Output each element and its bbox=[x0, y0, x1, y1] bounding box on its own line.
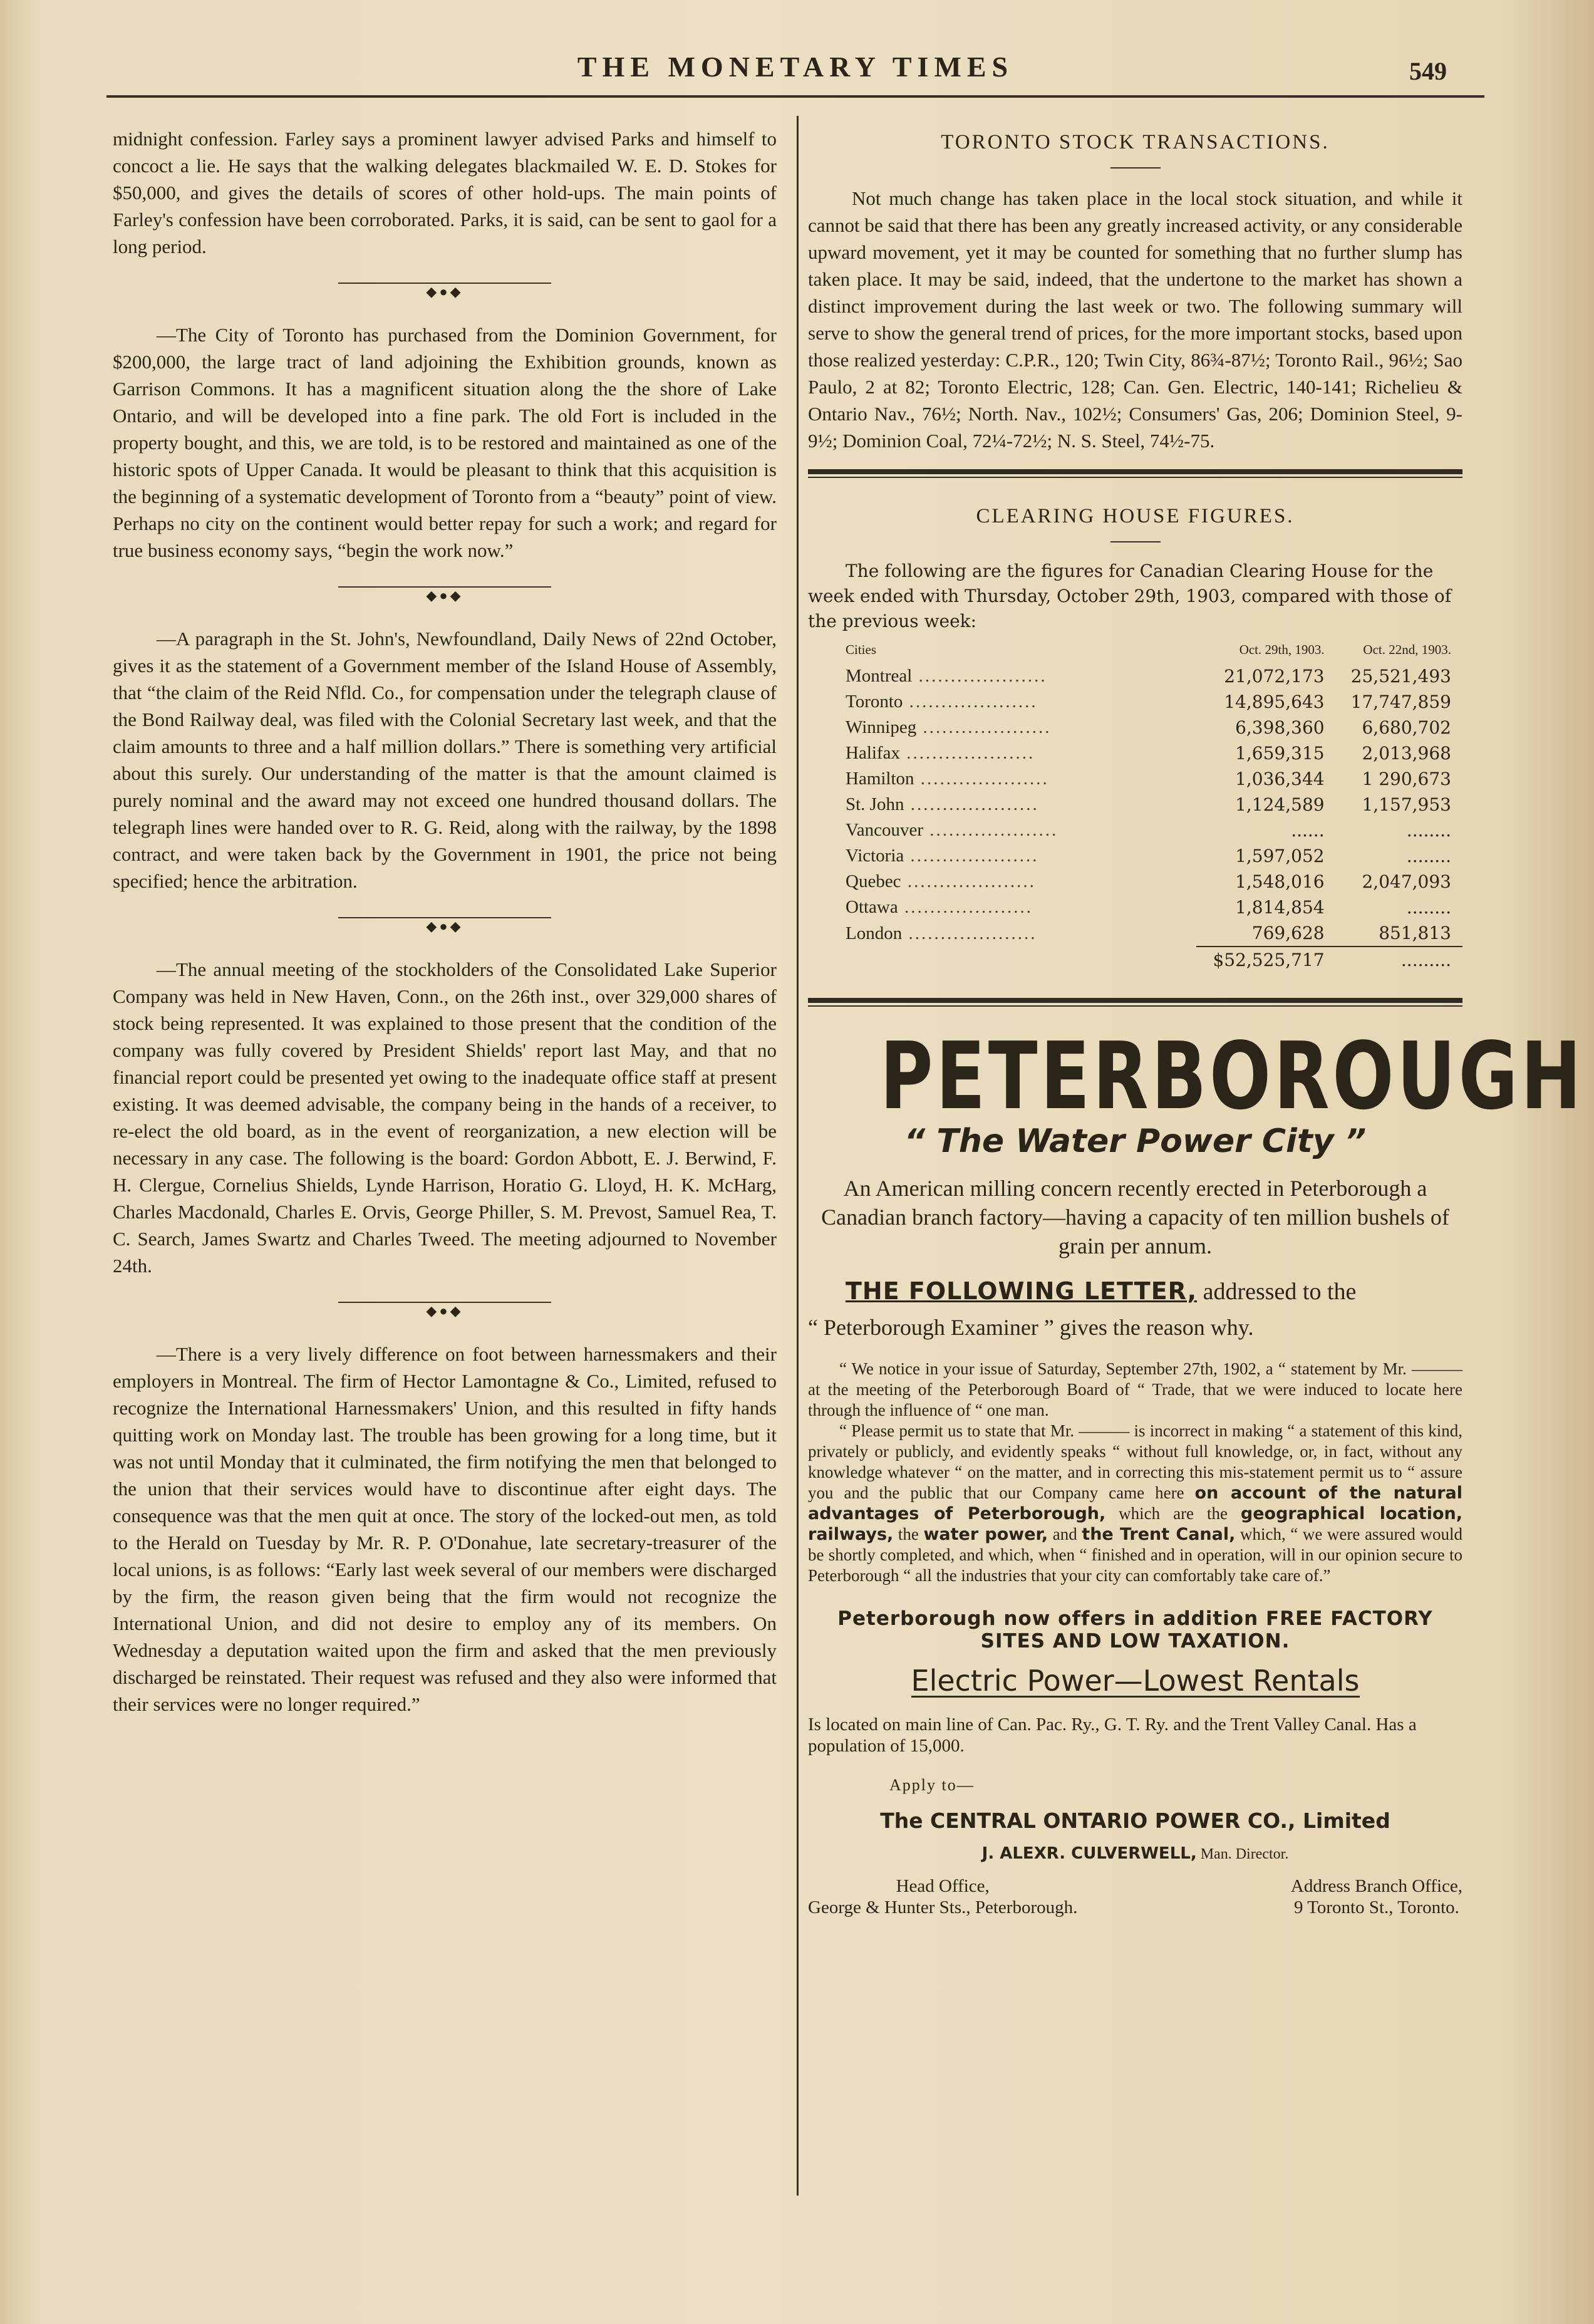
ad-offices bbox=[808, 1875, 1462, 1918]
oct29-value: 1,124,589 bbox=[1235, 794, 1325, 815]
oct22-value: ........ bbox=[1406, 897, 1451, 918]
table-row bbox=[808, 689, 1462, 715]
quote-text: which, “ we were assured would be shortly completed, and which, when “ finished and in operation, will in our opinion secure to Peterborough “ all the industries that your city can comfortably take care of.” bbox=[808, 1525, 1462, 1585]
table-row bbox=[808, 869, 1462, 895]
city-name: Winnipeg bbox=[846, 717, 917, 737]
section-ornament: ◆●◆ bbox=[113, 276, 777, 289]
table-row bbox=[808, 663, 1462, 689]
column-header-oct22: Oct. 22nd, 1903. bbox=[1363, 642, 1451, 657]
clearing-table bbox=[808, 636, 1462, 973]
stock-paragraph: Not much change has taken place in the local stock situation, and while it cannot be said that there has been any greatly increased activity, or any considerable upward movement, yet it may be counted for something that no further slump has taken place. It may be said, indeed, that the undertone to the market has shown a distinct improvement during the last week or two. The following summary will serve to show the general trend of prices, for the more important stocks, based upon those realized yesterday: C.P.R., 120; Twin City, 86¾-87½; Toronto Rail., 96½; Sao Paulo, 2 at 82; Toronto Electric, 128; Can. Gen. Electric, 140-141; Richelieu & Ontario Nav., 76½; North. Nav., 102½; Consumers' Gas, 206; Dominion Steel, 9-9½; Dominion Coal, 72¼-72½; N. S. Steel, 74½-75. bbox=[808, 187, 1462, 452]
city-cell: Quebec .................... bbox=[846, 871, 1036, 891]
city-name: London bbox=[846, 923, 903, 943]
ad-letter-quote bbox=[808, 1359, 1462, 1586]
title-rule bbox=[1110, 167, 1161, 169]
left-column bbox=[113, 125, 777, 1718]
page-number: 549 bbox=[1409, 57, 1447, 85]
ad-branch-office bbox=[1291, 1875, 1462, 1918]
city-cell: Winnipeg .................... bbox=[846, 717, 1052, 737]
ad-power-heading: Electric Power—Lowest Rentals bbox=[911, 1664, 1360, 1698]
oct29-value: 6,398,360 bbox=[1235, 717, 1325, 738]
ad-tagline: “ The Water Power City ” bbox=[904, 1123, 1367, 1160]
oct22-value: 6,680,702 bbox=[1362, 717, 1451, 738]
table-row bbox=[808, 792, 1462, 817]
section-ornament: ◆●◆ bbox=[113, 911, 777, 923]
table-row bbox=[808, 920, 1462, 947]
ad-intro: An American milling concern recently erected in Peterborough a Canadian branch factory—having a capacity of ten million bushels of grain per annum. bbox=[821, 1176, 1449, 1258]
total-oct22: ......... bbox=[1336, 947, 1462, 973]
oct22-value: 2,047,093 bbox=[1362, 871, 1451, 892]
ad-manager-title: Man. Director. bbox=[1196, 1846, 1289, 1862]
ad-headline: PETERBOROUGH bbox=[879, 1022, 1585, 1130]
quote-emphasis: on account of the natural advantages of Peterborough, bbox=[808, 1483, 1462, 1523]
city-cell: Hamilton .................... bbox=[846, 769, 1049, 789]
city-name: Victoria bbox=[846, 846, 904, 866]
city-name: Montreal bbox=[846, 666, 913, 686]
oct22-value: 851,813 bbox=[1379, 923, 1451, 943]
oct22-value: ........ bbox=[1406, 820, 1451, 841]
city-cell: Ottawa .................... bbox=[846, 897, 1033, 917]
ad-head-office bbox=[808, 1875, 1077, 1918]
city-cell: Vancouver .................... bbox=[846, 820, 1058, 840]
column-divider bbox=[797, 116, 799, 2196]
city-name: Ottawa bbox=[846, 897, 898, 917]
section-ornament: ◆●◆ bbox=[113, 580, 777, 593]
ad-letter-heading-bold: THE FOLLOWING LETTER, bbox=[846, 1277, 1198, 1305]
city-name: Toronto bbox=[846, 692, 903, 712]
section-rule bbox=[808, 469, 1462, 474]
column-header-oct29: Oct. 29th, 1903. bbox=[1239, 642, 1325, 657]
oct22-value: 1 290,673 bbox=[1362, 769, 1451, 789]
oct29-value: 1,548,016 bbox=[1235, 871, 1325, 892]
article-paragraph: —The City of Toronto has purchased from the Dominion Government, for $200,000, the large tract of land adjoining the Exhibition grounds, known as Garrison Commons. It has a magnificent situation along the the shore of Lake Ontario, and will be developed into a fine park. The old Fort is included in the property bought, and this, we are told, is to be restored and maintained as one of the historic spots of Upper Canada. It would be pleasant to think that this acquisition is the beginning of a systematic development of Toronto from a “beauty” point of view. Perhaps no city on the continent would better repay for such a work; and regard for true business economy says, “begin the work now.” bbox=[113, 324, 777, 561]
branch-office-label: Address Branch Office, bbox=[1290, 1876, 1462, 1896]
city-name: Quebec bbox=[846, 871, 901, 891]
head-office-address: George & Hunter Sts., Peterborough. bbox=[808, 1897, 1078, 1917]
head-office-label: Head Office, bbox=[896, 1876, 990, 1896]
ad-manager-name: J. ALEXR. CULVERWELL, bbox=[981, 1844, 1197, 1863]
header-rule bbox=[106, 95, 1484, 98]
city-name: Hamilton bbox=[846, 769, 914, 789]
clearing-table-body bbox=[808, 663, 1462, 947]
column-header-cities: Cities bbox=[846, 642, 877, 657]
article-paragraph: midnight confession. Farley says a prominent lawyer advised Parks and himself to concoct a lie. He says that the walking delegates blackmailed W. E. D. Stokes for $50,000, and gives the details of scores of other hold-ups. The main points of Farley's confession have been corroborated. Parks, it is said, can be sent to gaol for a long period. bbox=[113, 128, 777, 257]
quote-emphasis: the Trent Canal, bbox=[1082, 1525, 1236, 1544]
table-row bbox=[808, 895, 1462, 920]
oct22-value: 2,013,968 bbox=[1362, 743, 1451, 764]
city-cell: Toronto .................... bbox=[846, 692, 1038, 712]
table-row bbox=[808, 766, 1462, 792]
ad-apply-label: Apply to— bbox=[889, 1776, 975, 1794]
city-cell: London .................... bbox=[846, 923, 1037, 943]
ad-location-text: Is located on main line of Can. Pac. Ry., G. T. Ry. and the Trent Valley Canal. Has a population of 15,000. bbox=[808, 1714, 1417, 1756]
title-rule bbox=[1110, 541, 1161, 542]
article-paragraph: —The annual meeting of the stockholders of the Consolidated Lake Superior Company was held in New Haven, Conn., on the 26th inst., over 329,000 shares of stock being represented. It was explained to those present that the condition of the company was fully covered by President Shields' report last May, and that no financial report could be presented yet owing to the inadequate office staff at present existing. It was deemed advisable, the company being in the hands of a receiver, to re-elect the old board, as in the event of reorganization, a new election will be necessary in any case. The following is the board: Gordon Abbott, E. J. Berwind, F. H. Clergue, Cornelius Shields, Lynde Harrison, Horatio G. Lloyd, H. K. McHarg, Charles Macdonald, Charles E. Orvis, George Philler, S. M. Prevost, Samuel Rea, T. C. Search, James Swartz and Charles Tweed. The meeting adjourned to November 24th. bbox=[113, 958, 777, 1277]
ad-letter-subheading: “ Peterborough Examiner ” gives the reason why. bbox=[808, 1315, 1254, 1340]
city-cell: Victoria .................... bbox=[846, 846, 1039, 866]
quote-emphasis: geographical location, railways, bbox=[808, 1504, 1462, 1544]
ad-letter-heading-rest: addressed to the bbox=[1197, 1279, 1357, 1305]
oct22-value: 25,521,493 bbox=[1350, 666, 1451, 687]
ad-letter-heading bbox=[808, 1278, 1462, 1305]
section-rule-thin bbox=[808, 477, 1462, 478]
oct22-value: 1,157,953 bbox=[1362, 794, 1451, 815]
article-paragraph: —A paragraph in the St. John's, Newfoundland, Daily News of 22nd October, gives it as the statement of a Government member of the Island House of Assembly, that “the claim of the Reid Nfld. Co., for compensation under the telegraph clause of the Bond Railway deal, was filed with the Colonial Secretary last week, and that the claim amounts to three and a half million dollars.” There is something very artificial about this surely. Our understanding of the matter is that the amount claimed is purely nominal and the award may not exceed one hundred thousand dollars. The telegraph lines were handed over to R. G. Reid, along with the railway, by the 1898 contract, and were taken back by the Government in 1901, the price not being specified; hence the arbitration. bbox=[113, 628, 777, 892]
city-cell: Montreal .................... bbox=[846, 666, 1047, 686]
oct29-value: 1,036,344 bbox=[1235, 769, 1325, 789]
city-cell: St. John .................... bbox=[846, 794, 1039, 814]
branch-office-address: 9 Toronto St., Toronto. bbox=[1293, 1897, 1459, 1917]
section-ornament: ◆●◆ bbox=[113, 1295, 777, 1308]
section-rule bbox=[808, 998, 1462, 1003]
oct29-value: 1,597,052 bbox=[1235, 846, 1325, 866]
stock-section-title: TORONTO STOCK TRANSACTIONS. bbox=[941, 131, 1330, 153]
page-header bbox=[106, 50, 1484, 94]
table-row bbox=[808, 715, 1462, 740]
clearing-intro: The following are the figures for Canadian Clearing House for the week ended with Thursday, October 29th, 1903, compared with those of the previous week: bbox=[808, 561, 1452, 631]
quote-text: “ Please permit us to state that Mr. ——— is incorrect in making “ a statement of this kind, privately or publicly, and evidently speaks “ without full knowledge, or, in fact, without any knowledge whatever “ on the matter, and in correcting this mis-statement permit us to “ assure you and the public that our Company came here bbox=[808, 1421, 1462, 1502]
oct29-value: 769,628 bbox=[1251, 923, 1325, 943]
oct29-value: 21,072,173 bbox=[1224, 666, 1325, 687]
ad-quote-paragraph bbox=[808, 1421, 1462, 1586]
ad-manager bbox=[808, 1840, 1462, 1868]
clearing-section bbox=[808, 503, 1462, 973]
peterborough-advertisement bbox=[808, 1022, 1585, 1918]
table-row bbox=[808, 817, 1462, 843]
quote-text: and bbox=[1048, 1525, 1082, 1543]
table-header-row bbox=[808, 636, 1462, 663]
oct29-value: 1,659,315 bbox=[1235, 743, 1325, 764]
clearing-section-title: CLEARING HOUSE FIGURES. bbox=[976, 505, 1295, 527]
quote-emphasis: water power, bbox=[923, 1525, 1048, 1544]
quote-text: the bbox=[893, 1525, 924, 1543]
city-name: St. John bbox=[846, 794, 904, 814]
ad-quote-paragraph: “ We notice in your issue of Saturday, September 27th, 1902, a “ statement by Mr. ——— at the meeting of the Peterborough Board of “ Trade, that we were induced to locate here through the influence of “ one man. bbox=[808, 1359, 1462, 1419]
city-cell: Halifax .................... bbox=[846, 743, 1035, 763]
oct22-value: ........ bbox=[1406, 846, 1451, 866]
city-name: Vancouver bbox=[846, 820, 924, 840]
article-paragraph: —There is a very lively difference on foot between harnessmakers and their employers in Montreal. The firm of Hector Lamontagne & Co., Limited, refused to recognize the International Harnessmakers' Union, and this resulted in fifty hands quitting work on Monday last. The trouble has been growing for a long time, but it was not until Monday that it culminated, the firm notifying the men that belonged to the union that their services would have to discontinue after eight days. The consequence was that the men quit at once. The story of the locked-out men, as told to the Herald on Tuesday by Mr. R. P. O'Donahue, late secretary-treasurer of the local unions, is as follows: “Early last week several of our members were discharged by the firm, the reason given being that the firm would not recognize the International Union, and did not desire to employ any of its members. On Wednesday a deputation waited upon the firm and asked that the men previously discharged be reinstated. Their request was refused and they also were informed that their services were no longer required.” bbox=[113, 1343, 777, 1715]
total-oct29: $52,525,717 bbox=[1196, 947, 1336, 973]
right-column bbox=[808, 125, 1585, 1918]
table-row bbox=[808, 740, 1462, 766]
oct29-value: ...... bbox=[1291, 820, 1325, 841]
oct29-value: 14,895,643 bbox=[1224, 692, 1325, 712]
running-head: THE MONETARY TIMES bbox=[577, 51, 1014, 83]
quote-text: which are the bbox=[1105, 1504, 1241, 1523]
ad-company-name: The CENTRAL ONTARIO POWER CO., Limited bbox=[880, 1808, 1390, 1833]
section-rule-thin bbox=[808, 1005, 1462, 1007]
city-name: Halifax bbox=[846, 743, 900, 763]
oct29-value: 1,814,854 bbox=[1235, 897, 1325, 918]
table-total-row bbox=[808, 947, 1462, 973]
ad-offer: Peterborough now offers in addition FREE FACTORY SITES AND LOW TAXATION. bbox=[837, 1607, 1433, 1652]
table-row bbox=[808, 843, 1462, 869]
oct22-value: 17,747,859 bbox=[1350, 692, 1451, 712]
